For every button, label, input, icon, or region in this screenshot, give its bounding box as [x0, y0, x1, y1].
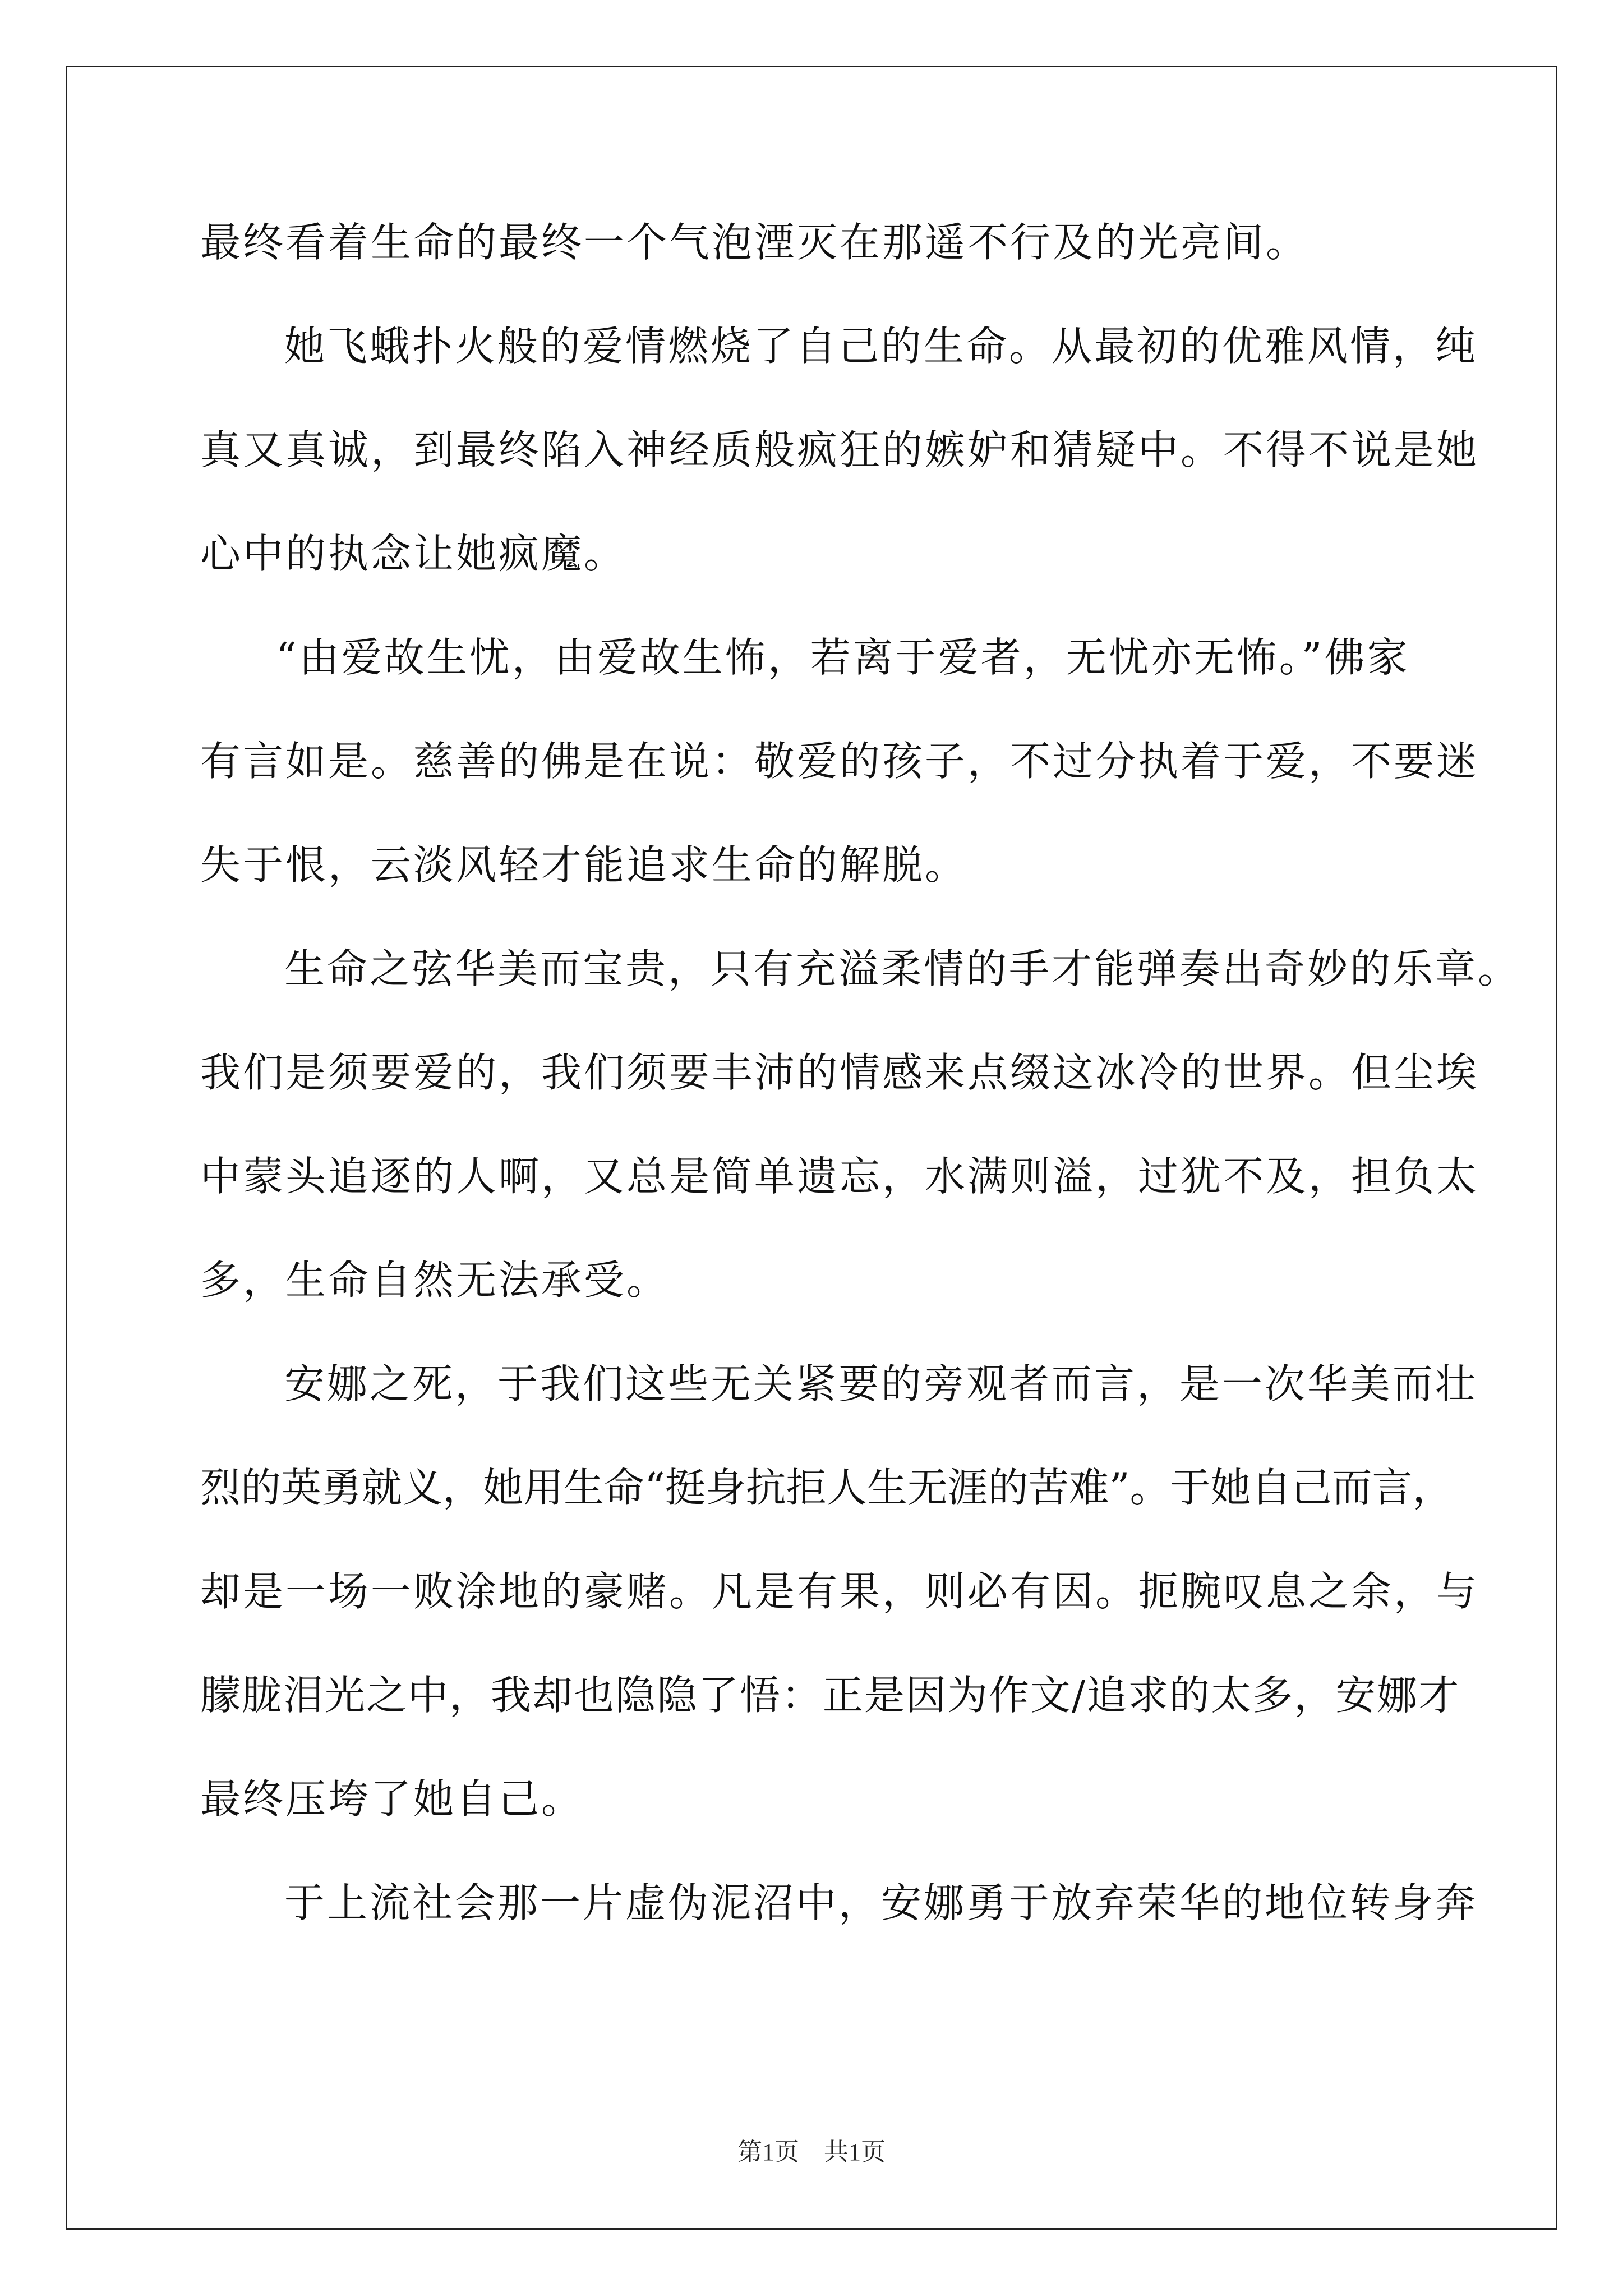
text-line: 烈的英勇就义，她用生命“挺身抗拒人生无涯的苦难”。于她自己而言，	[200, 1464, 1453, 1511]
text-line: 最终看着生命的最终一个气泡湮灭在那遥不行及的光亮间。	[200, 219, 1309, 266]
text-line: 朦胧泪光之中，我却也隐隐了悟：正是因为作文/追求的太多，安娜才	[200, 1672, 1460, 1719]
text-line: 真又真诚，到最终陷入神经质般疯狂的嫉妒和猜疑中。不得不说是她	[200, 426, 1479, 473]
text-line: 多，生命自然无法承受。	[200, 1257, 670, 1304]
text-line: 有言如是。慈善的佛是在说：敬爱的孩子，不过分执着于爱，不要迷	[200, 738, 1479, 785]
text-line: 中蒙头追逐的人啊，又总是简单遗忘，水满则溢，过犹不及，担负太	[200, 1153, 1479, 1200]
text-line: 最终压垮了她自己。	[200, 1775, 584, 1823]
paragraph-start: “由爱故生忧，由爱故生怖，若离于爱者，无忧亦无怖。”佛家	[276, 634, 1410, 681]
page-number: 第1页 共1页	[737, 2138, 886, 2166]
paragraph-start: 安娜之死，于我们这些无关紧要的旁观者而言，是一次华美而壮	[284, 1360, 1478, 1407]
text-line: 却是一场一败涂地的豪赌。凡是有果，则必有因。扼腕叹息之余，与	[200, 1568, 1479, 1615]
paragraph-start: 生命之弦华美而宝贵，只有充溢柔情的手才能弹奏出奇妙的乐章。	[284, 945, 1521, 992]
text-line: 我们是须要爱的，我们须要丰沛的情感来点缀这冰冷的世界。但尘埃	[200, 1049, 1479, 1096]
paragraph-start: 她飞蛾扑火般的爱情燃烧了自己的生命。从最初的优雅风情，纯	[284, 323, 1478, 370]
text-line: 心中的执念让她疯魔。	[200, 530, 627, 577]
paragraph-start: 于上流社会那一片虚伪泥沼中，安娜勇于放弃荣华的地位转身奔	[284, 1879, 1478, 1926]
text-line: 失于恨，云淡风轻才能追求生命的解脱。	[200, 841, 968, 889]
